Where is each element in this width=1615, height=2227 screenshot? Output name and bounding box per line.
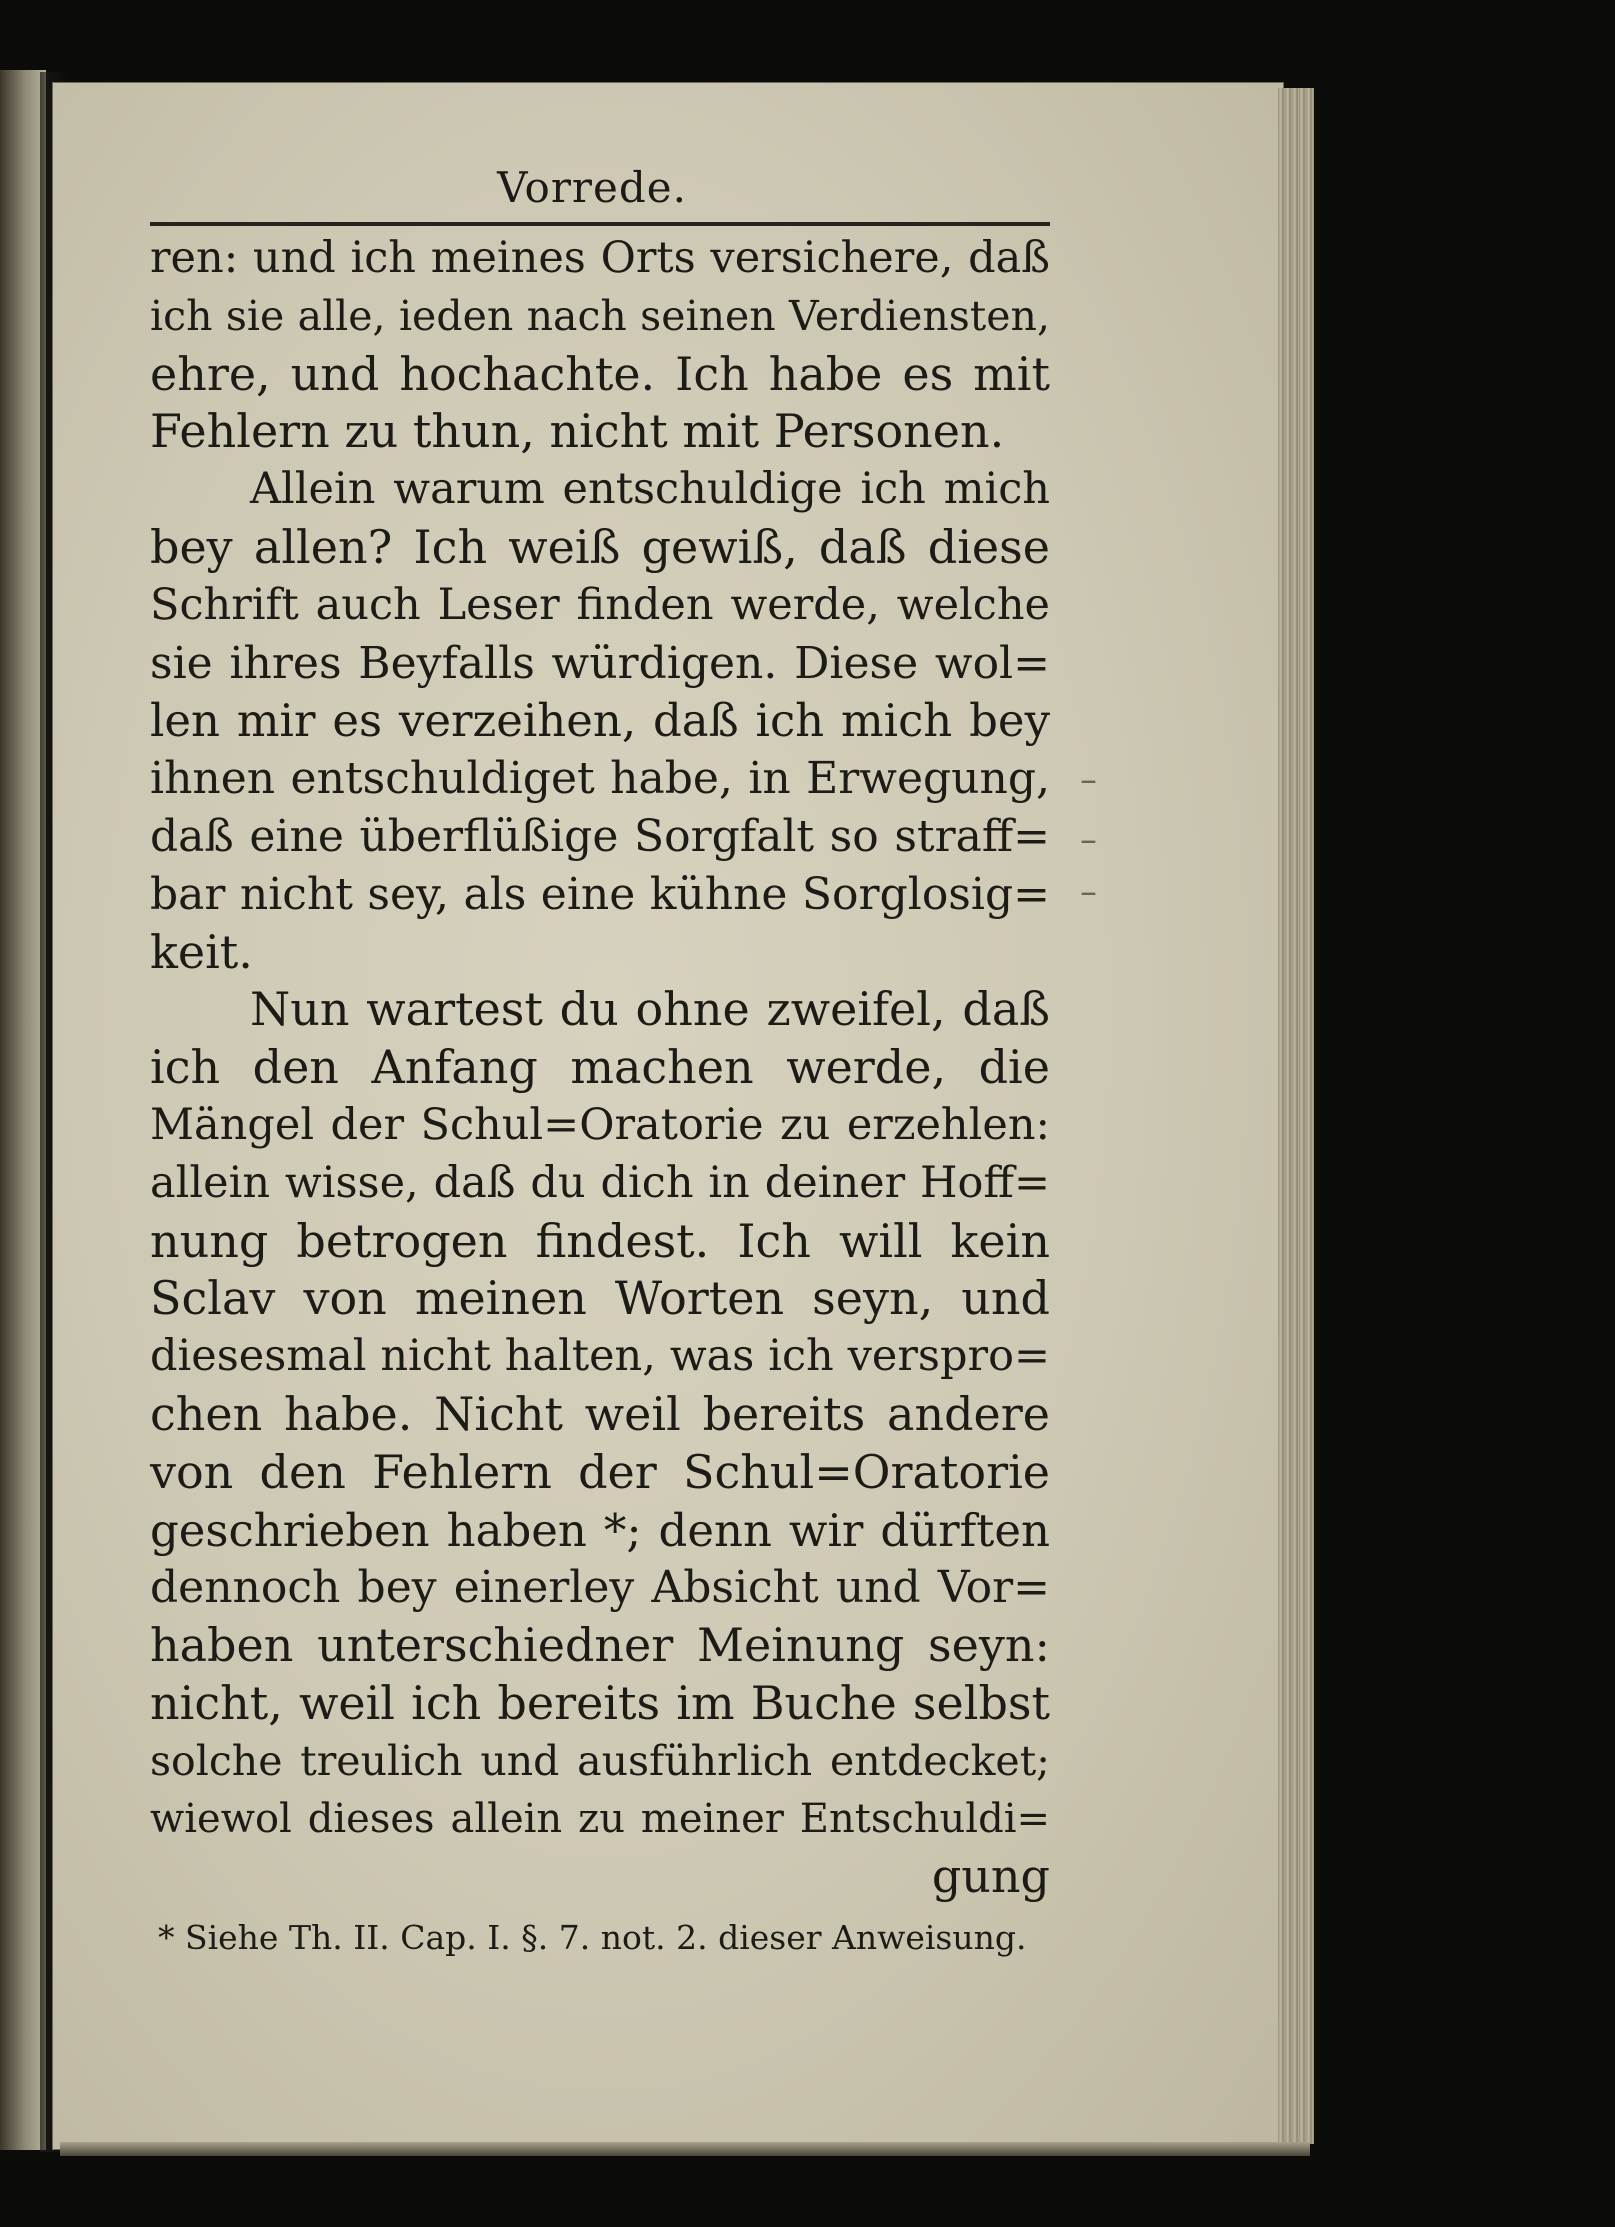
text-line: allein wisse, daß du dich in deiner Hoff= bbox=[150, 1157, 1050, 1208]
text-line: ich sie alle, ieden nach seinen Verdiensten, bbox=[150, 291, 1050, 340]
text-line: geschrieben haben *; denn wir dürften bbox=[150, 1503, 1050, 1557]
text-line: len mir es verzeihen, daß ich mich bey bbox=[150, 694, 1050, 748]
text-line: chen habe. Nicht weil bereits andere bbox=[150, 1386, 1050, 1441]
text-line: gung bbox=[931, 1849, 1050, 1904]
running-head: Vorrede. bbox=[497, 163, 687, 212]
text-line: ren: und ich meines Orts versichere, daß bbox=[150, 233, 1050, 283]
margin-dash: – bbox=[1080, 872, 1097, 912]
fore-edge bbox=[1278, 88, 1314, 2144]
text-line: bar nicht sey, als eine kühne Sorglosig= bbox=[150, 868, 1050, 920]
text-line: haben unterschiedner Meinung seyn: bbox=[150, 1618, 1050, 1673]
text-line: ihnen entschuldiget habe, in Erwegung, bbox=[150, 753, 1050, 805]
margin-dash: – bbox=[1080, 760, 1097, 800]
text-line: dennoch bey einerley Absicht und Vor= bbox=[150, 1562, 1050, 1614]
text-line: wiewol dieses allein zu meiner Entschuldi= bbox=[150, 1795, 1050, 1842]
text-line: Schrift auch Leser finden werde, welche bbox=[150, 579, 1050, 630]
footnote: * Siehe Th. II. Cap. I. §. 7. not. 2. dieser Anweisung. bbox=[158, 1918, 1027, 1958]
body-text bbox=[150, 230, 1050, 1906]
text-line: daß eine überflüßige Sorgfalt so straff= bbox=[150, 810, 1050, 862]
text-line: solche treulich und ausführlich entdecket; bbox=[150, 1736, 1050, 1785]
text-line: nung betrogen findest. Ich will kein bbox=[150, 1213, 1050, 1268]
text-line: Nun wartest du ohne zweifel, daß bbox=[250, 982, 1050, 1037]
text-line: Sclav von meinen Worten seyn, und bbox=[150, 1271, 1050, 1326]
head-rule bbox=[150, 222, 1050, 226]
text-line: Mängel der Schul=Oratorie zu erzehlen: bbox=[150, 1099, 1050, 1150]
text-line: diesesmal nicht halten, was ich verspro= bbox=[150, 1331, 1050, 1382]
margin-dash: – bbox=[1080, 820, 1097, 860]
bottom-edge bbox=[60, 2142, 1310, 2156]
text-line: sie ihres Beyfalls würdigen. Diese wol= bbox=[150, 637, 1050, 689]
text-line: keit. bbox=[150, 924, 253, 979]
text-line: nicht, weil ich bereits im Buche selbst bbox=[150, 1675, 1050, 1730]
text-line: bey allen? Ich weiß gewiß, daß diese bbox=[150, 519, 1050, 574]
text-line: Fehlern zu thun, nicht mit Personen. bbox=[150, 404, 1005, 459]
text-line: ehre, und hochachte. Ich habe es mit bbox=[150, 346, 1050, 401]
text-line: ich den Anfang machen werde, die bbox=[150, 1040, 1050, 1095]
page-content bbox=[150, 160, 1050, 1962]
text-line: Allein warum entschuldige ich mich bbox=[250, 464, 1050, 515]
text-line: von den Fehlern der Schul=Oratorie bbox=[150, 1444, 1050, 1499]
